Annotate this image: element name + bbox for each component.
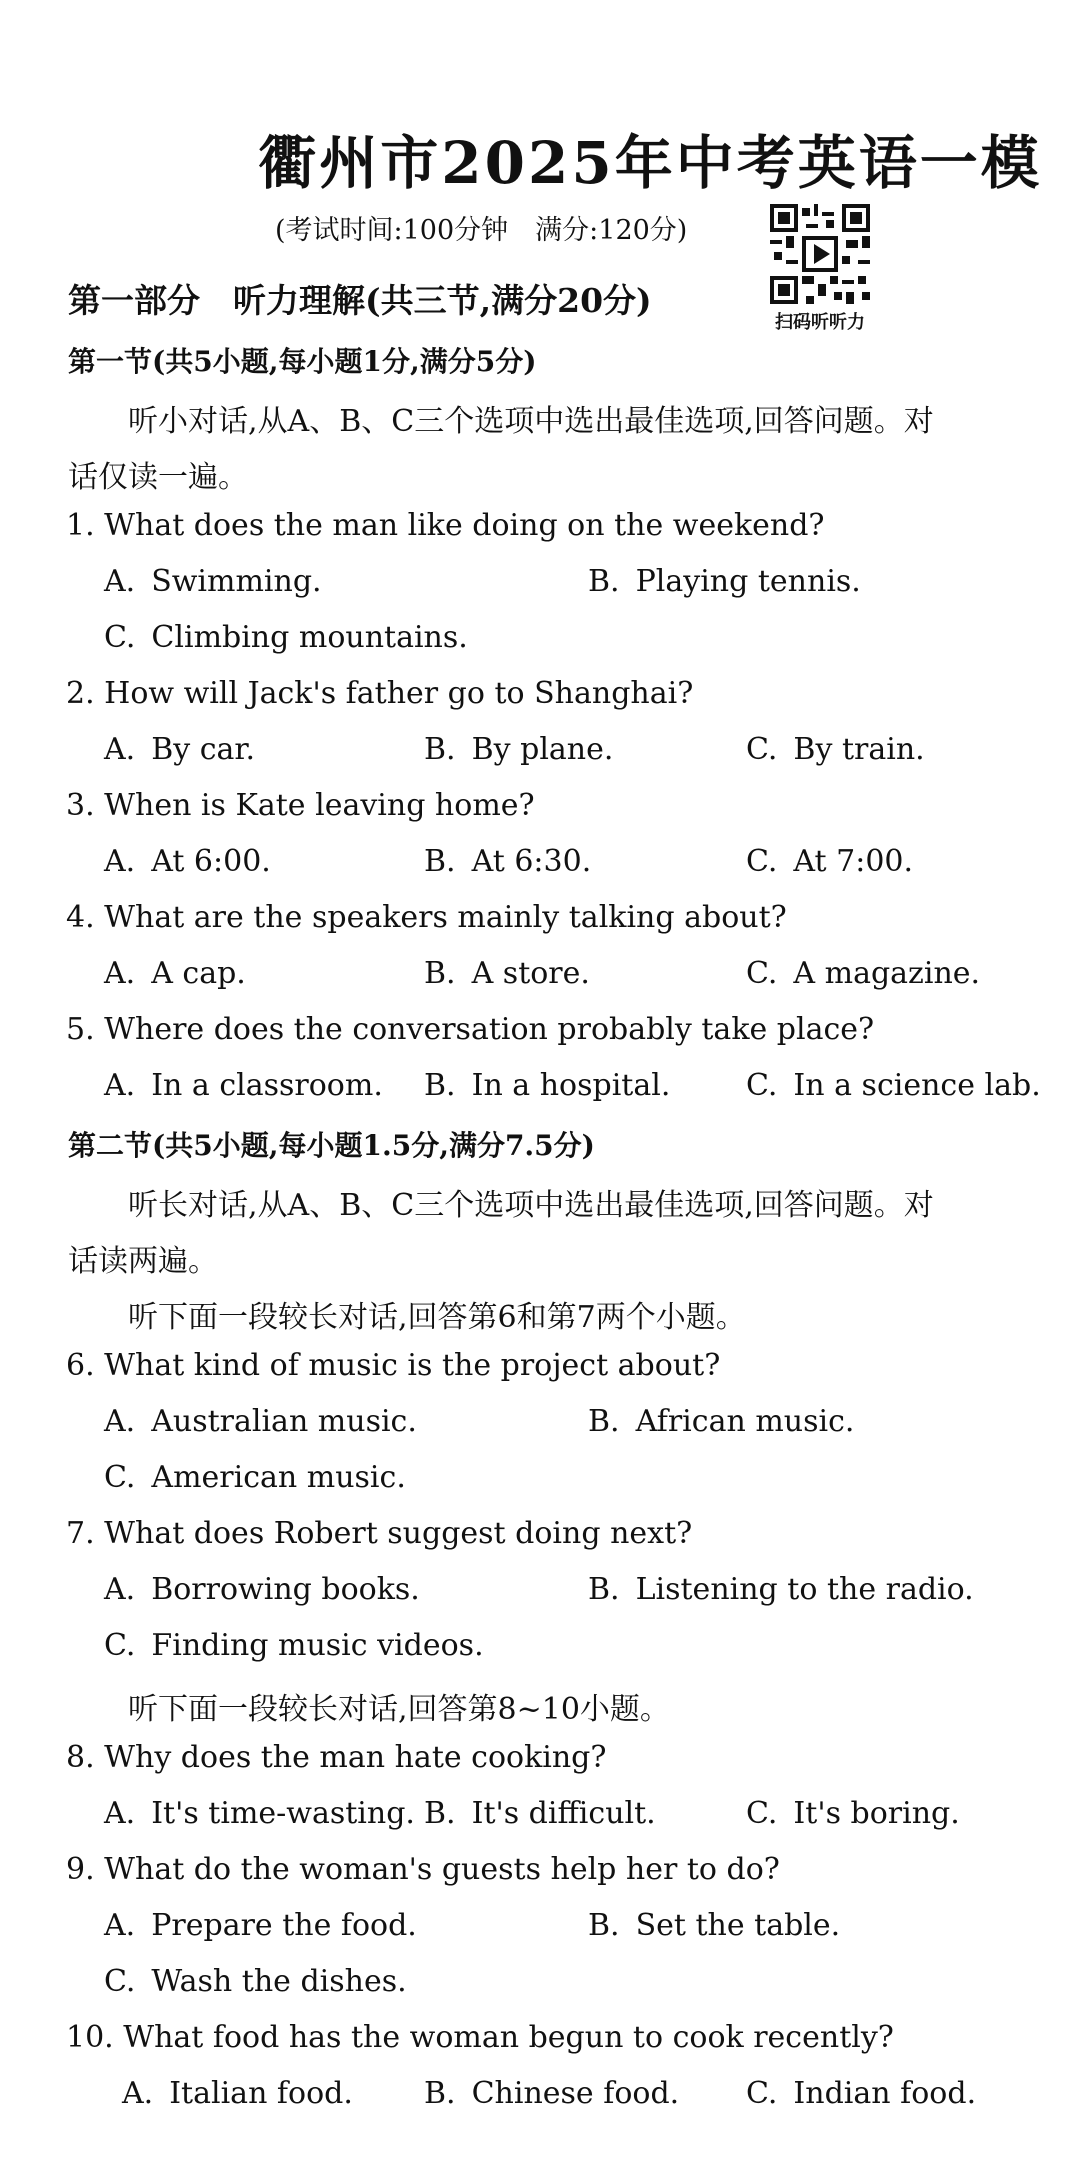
question-8: 8. Why does the man hate cooking? <box>66 1740 607 1775</box>
option-text: In a science lab. <box>793 1068 1041 1103</box>
option-5b[interactable] <box>424 1068 670 1103</box>
option-letter: A. <box>122 2076 154 2111</box>
option-3a[interactable] <box>104 844 271 879</box>
option-1a[interactable] <box>104 564 322 599</box>
section1-instruction-line2: 话仅读一遍。 <box>68 460 248 495</box>
option-text: A cap. <box>151 956 246 991</box>
option-1b[interactable] <box>588 564 861 599</box>
option-letter: B. <box>424 1796 456 1831</box>
option-1c[interactable] <box>104 620 468 655</box>
option-4c[interactable] <box>746 956 980 991</box>
question-1: 1. What does the man like doing on the weekend? <box>66 508 825 543</box>
section2-instruction-line2: 话读两遍。 <box>68 1244 218 1279</box>
option-letter: B. <box>588 1908 620 1943</box>
option-3c[interactable] <box>746 844 913 879</box>
passage1-instruction: 听下面一段较长对话,回答第6和第7两个小题。 <box>128 1300 746 1335</box>
option-letter: C. <box>104 620 136 655</box>
option-letter: B. <box>424 732 456 767</box>
option-letter: A. <box>104 844 136 879</box>
qr-code-icon <box>770 204 870 304</box>
question-2: 2. How will Jack's father go to Shanghai? <box>66 676 694 711</box>
option-letter: C. <box>746 1796 778 1831</box>
part1-heading: 第一部分 听力理解(共三节,满分20分) <box>68 281 652 320</box>
option-letter: A. <box>104 1908 136 1943</box>
option-letter: B. <box>588 1404 620 1439</box>
option-text: Set the table. <box>635 1908 841 1943</box>
option-text: By plane. <box>471 732 614 767</box>
option-8c[interactable] <box>746 1796 960 1831</box>
qr-label: 扫码听听力 <box>775 312 865 333</box>
option-text: Finding music videos. <box>151 1628 484 1663</box>
option-text: In a classroom. <box>151 1068 383 1103</box>
option-text: At 6:00. <box>151 844 271 879</box>
option-text: It's time-wasting. <box>151 1796 415 1831</box>
option-text: Playing tennis. <box>635 564 861 599</box>
option-letter: C. <box>746 732 778 767</box>
question-5: 5. Where does the conversation probably take place? <box>66 1012 875 1047</box>
question-7: 7. What does Robert suggest doing next? <box>66 1516 693 1551</box>
option-text: It's difficult. <box>471 1796 656 1831</box>
option-2a[interactable] <box>104 732 255 767</box>
option-text: Climbing mountains. <box>151 620 468 655</box>
passage2-instruction: 听下面一段较长对话,回答第8~10小题。 <box>128 1692 670 1727</box>
option-6b[interactable] <box>588 1404 854 1439</box>
option-9c[interactable] <box>104 1964 407 1999</box>
option-letter: B. <box>588 564 620 599</box>
section2-instruction-line1: 听长对话,从A、B、C三个选项中选出最佳选项,回答问题。对 <box>128 1188 934 1223</box>
exam-subtitle: (考试时间:100分钟 满分:120分) <box>275 215 688 246</box>
option-6a[interactable] <box>104 1404 417 1439</box>
option-letter: C. <box>746 2076 778 2111</box>
option-9a[interactable] <box>104 1908 417 1943</box>
option-7a[interactable] <box>104 1572 420 1607</box>
option-letter: A. <box>104 732 136 767</box>
option-text: At 6:30. <box>471 844 592 879</box>
option-letter: B. <box>424 844 456 879</box>
section2-heading: 第二节(共5小题,每小题1.5分,满分7.5分) <box>68 1129 595 1162</box>
option-text: Swimming. <box>151 564 322 599</box>
option-5c[interactable] <box>746 1068 1041 1103</box>
option-6c[interactable] <box>104 1460 406 1495</box>
option-letter: A. <box>104 956 136 991</box>
qr-code-block[interactable] <box>764 204 876 334</box>
option-text: Australian music. <box>151 1404 417 1439</box>
option-letter: B. <box>424 2076 456 2111</box>
option-text: By train. <box>793 732 925 767</box>
option-7b[interactable] <box>588 1572 974 1607</box>
option-text: At 7:00. <box>793 844 914 879</box>
option-4b[interactable] <box>424 956 590 991</box>
option-9b[interactable] <box>588 1908 840 1943</box>
option-text: Listening to the radio. <box>635 1572 974 1607</box>
option-text: African music. <box>635 1404 855 1439</box>
option-letter: B. <box>424 956 456 991</box>
option-2c[interactable] <box>746 732 925 767</box>
option-text: Wash the dishes. <box>151 1964 407 1999</box>
question-10: 10. What food has the woman begun to cook recently? <box>66 2020 894 2055</box>
question-3: 3. When is Kate leaving home? <box>66 788 535 823</box>
option-text: By car. <box>151 732 256 767</box>
option-8a[interactable] <box>104 1796 415 1831</box>
option-5a[interactable] <box>104 1068 383 1103</box>
option-text: Prepare the food. <box>151 1908 417 1943</box>
option-3b[interactable] <box>424 844 591 879</box>
option-letter: A. <box>104 1404 136 1439</box>
option-text: A magazine. <box>793 956 981 991</box>
question-6: 6. What kind of music is the project about? <box>66 1348 721 1383</box>
option-text: Chinese food. <box>471 2076 680 2111</box>
option-letter: C. <box>746 1068 778 1103</box>
option-10a[interactable] <box>122 2076 353 2111</box>
option-letter: C. <box>104 1964 136 1999</box>
option-letter: B. <box>424 1068 456 1103</box>
option-2b[interactable] <box>424 732 613 767</box>
option-10b[interactable] <box>424 2076 679 2111</box>
option-letter: A. <box>104 1068 136 1103</box>
option-text: A store. <box>471 956 590 991</box>
option-letter: B. <box>588 1572 620 1607</box>
section1-heading: 第一节(共5小题,每小题1分,满分5分) <box>68 345 537 378</box>
option-text: Borrowing books. <box>151 1572 420 1607</box>
question-4: 4. What are the speakers mainly talking about? <box>66 900 787 935</box>
option-letter: C. <box>104 1460 136 1495</box>
option-letter: C. <box>746 844 778 879</box>
option-10c[interactable] <box>746 2076 976 2111</box>
question-9: 9. What do the woman's guests help her to do? <box>66 1852 780 1887</box>
option-letter: A. <box>104 1796 136 1831</box>
option-text: In a hospital. <box>471 1068 671 1103</box>
option-text: Indian food. <box>793 2076 977 2111</box>
option-letter: A. <box>104 1572 136 1607</box>
option-letter: C. <box>104 1628 136 1663</box>
option-letter: A. <box>104 564 136 599</box>
option-4a[interactable] <box>104 956 246 991</box>
option-text: American music. <box>151 1460 406 1495</box>
option-7c[interactable] <box>104 1628 484 1663</box>
exam-title: 衢州市2025年中考英语一模 <box>258 129 1042 197</box>
option-8b[interactable] <box>424 1796 656 1831</box>
section1-instruction-line1: 听小对话,从A、B、C三个选项中选出最佳选项,回答问题。对 <box>128 404 934 439</box>
option-text: It's boring. <box>793 1796 960 1831</box>
option-text: Italian food. <box>169 2076 353 2111</box>
option-letter: C. <box>746 956 778 991</box>
